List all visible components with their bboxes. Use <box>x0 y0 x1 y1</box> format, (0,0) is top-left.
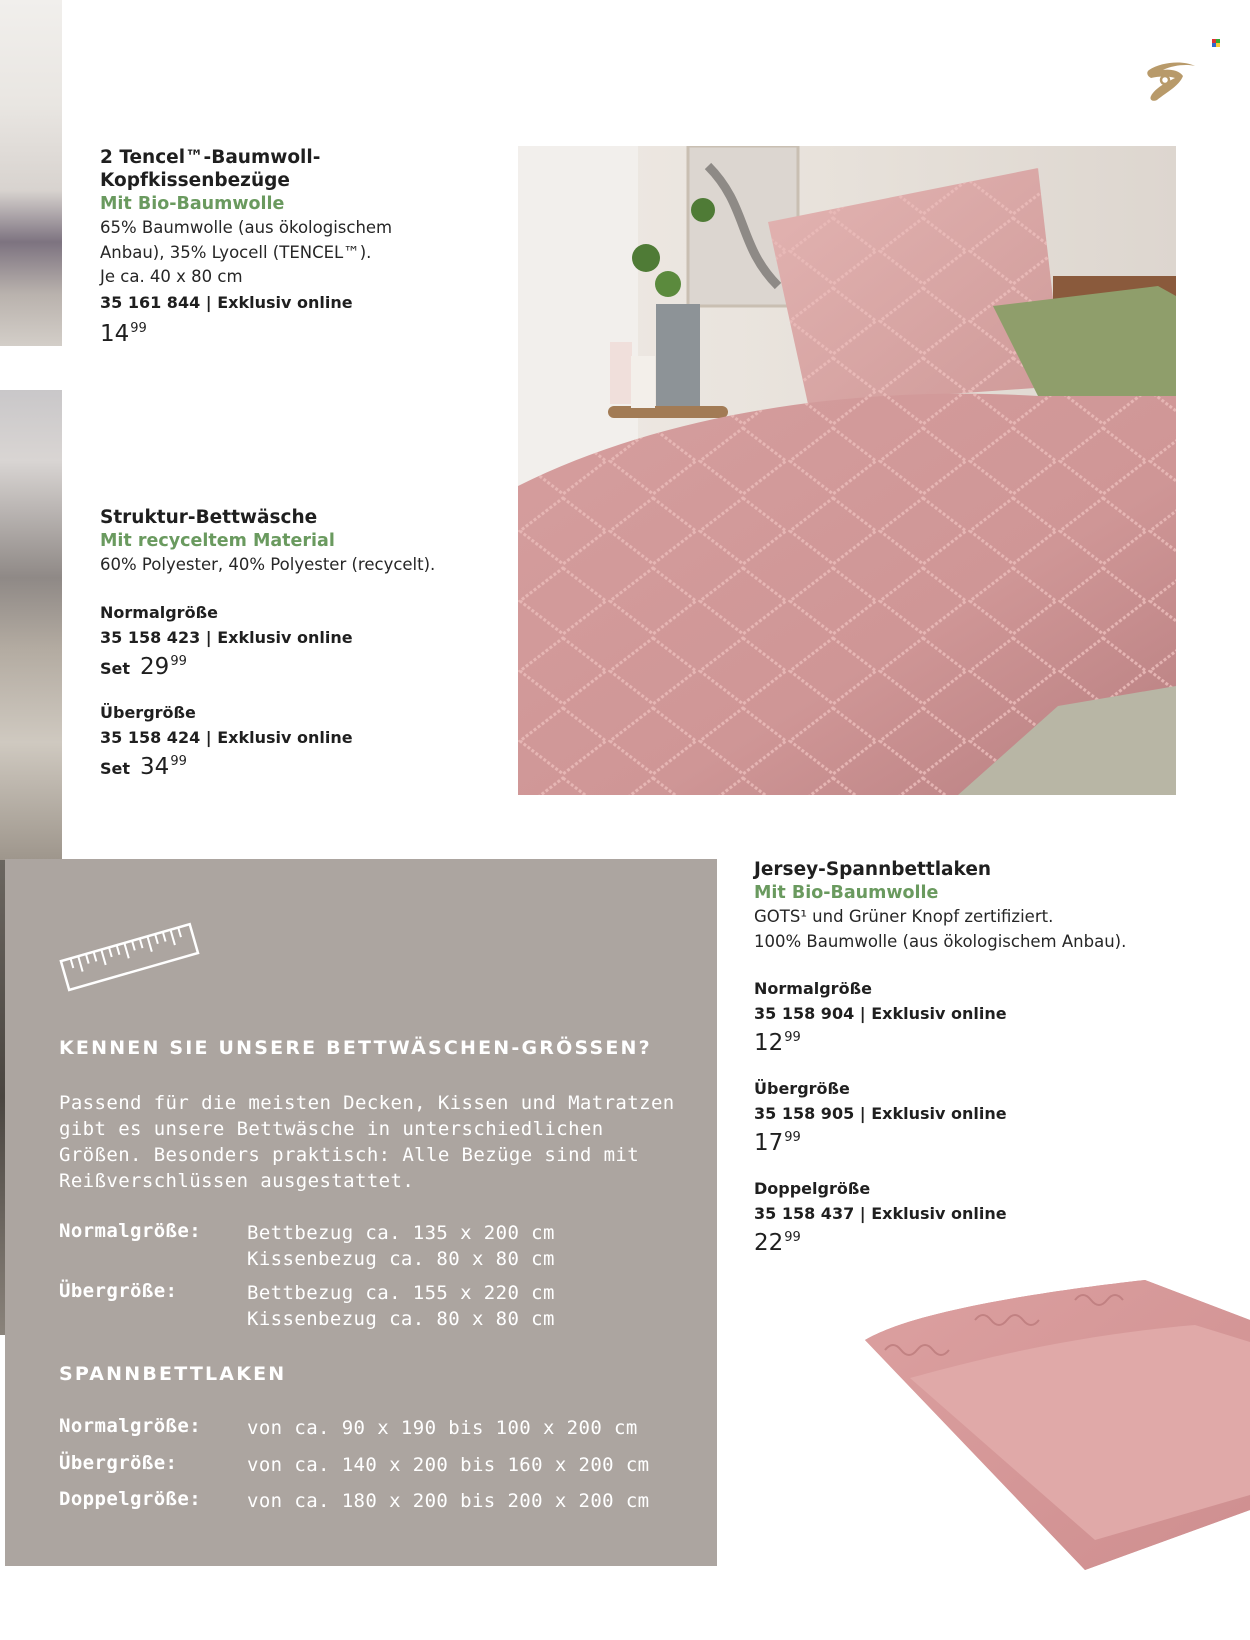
sheet-heading: SPANNBETTLAKEN <box>59 1363 287 1385</box>
product-subtitle: Mit Bio-Baumwolle <box>100 194 285 214</box>
sheet-value-over: von ca. 140 x 200 bis 160 x 200 cm <box>247 1454 650 1476</box>
variant-size: Normalgröße <box>754 979 872 998</box>
price: Set $29^{99}$ <box>100 653 187 680</box>
variant-doppelgroesse <box>754 1176 1126 1256</box>
sheet-value-double: von ca. 180 x 200 bis 200 x 200 cm <box>247 1490 650 1512</box>
article-number: 35 161 844 | Exklusiv online <box>100 292 353 312</box>
product-struktur-bettwaesche <box>100 506 435 780</box>
variant-normalgroesse <box>100 600 435 680</box>
size-values-normal <box>247 1220 555 1272</box>
product-subtitle: Mit recyceltem Material <box>100 531 335 551</box>
size-line: Bettbezug ca. 135 x 200 cm <box>247 1222 555 1244</box>
size-line: Bettbezug ca. 155 x 220 cm <box>247 1282 555 1304</box>
variant-size: Normalgröße <box>100 602 218 622</box>
sheet-value-normal: von ca. 90 x 190 bis 100 x 200 cm <box>247 1417 638 1439</box>
info-text-line: Reißverschlüssen ausgestattet. <box>59 1170 415 1192</box>
size-line: Kissenbezug ca. 80 x 80 cm <box>247 1248 555 1270</box>
sheet-label-over: Übergröße: <box>59 1452 178 1474</box>
tchibo-logo-icon <box>1143 56 1199 106</box>
bedroom-photo-edge-middle <box>0 390 62 860</box>
article-number: 35 158 424 | Exklusiv online <box>100 727 353 747</box>
size-label-normal: Normalgröße: <box>59 1220 202 1242</box>
product-description-line1: GOTS¹ und Grüner Knopf zertifiziert. <box>754 907 1054 926</box>
size-label-over: Übergröße: <box>59 1280 178 1302</box>
product-description-line1: 65% Baumwolle (aus ökologischem <box>100 218 393 237</box>
product-description-line2: Anbau), 35% Lyocell (TENCEL™). <box>100 242 372 262</box>
info-heading: KENNEN SIE UNSERE BETTWÄSCHEN-GRÖSSEN? <box>59 1037 652 1059</box>
variant-uebergroesse <box>754 1076 1126 1156</box>
product-pillowcases <box>100 146 392 347</box>
ruler-icon <box>55 914 205 1008</box>
price: Set $34^{99}$ <box>100 753 187 780</box>
variant-size: Doppelgröße <box>754 1179 871 1198</box>
article-number: 35 158 904 | Exklusiv online <box>754 1004 1007 1023</box>
variant-normalgroesse <box>754 976 1126 1056</box>
sheet-label-double: Doppelgröße: <box>59 1488 202 1510</box>
product-title: Jersey-Spannbettlaken <box>754 859 992 880</box>
info-text-line: gibt es unsere Bettwäsche in unterschiedlichen <box>59 1118 604 1140</box>
price: $12^{99}$ <box>754 1030 801 1056</box>
article-number: 35 158 437 | Exklusiv online <box>754 1204 1007 1223</box>
bedroom-photo-edge-top <box>0 0 62 346</box>
product-description-line2: 100% Baumwolle (aus ökologischem Anbau). <box>754 931 1127 951</box>
price: $22^{99}$ <box>754 1230 801 1256</box>
article-number: 35 158 905 | Exklusiv online <box>754 1104 1007 1123</box>
price: $14^{99}$ <box>100 320 147 347</box>
product-subtitle: Mit Bio-Baumwolle <box>754 883 939 903</box>
product-jersey-spannbettlaken <box>754 858 1126 1256</box>
price: $17^{99}$ <box>754 1130 801 1156</box>
variant-size: Übergröße <box>754 1079 850 1098</box>
info-paragraph <box>59 1090 675 1194</box>
bed-photo <box>518 146 1176 795</box>
sheet-label-normal: Normalgröße: <box>59 1415 202 1437</box>
product-title-line2: Kopfkissenbezüge <box>100 170 290 191</box>
info-text-line: Größen. Besonders praktisch: Alle Bezüge sind mit <box>59 1144 640 1166</box>
size-line: Kissenbezug ca. 80 x 80 cm <box>247 1308 555 1330</box>
variant-size: Übergröße <box>100 702 196 722</box>
size-info-box <box>5 859 717 1566</box>
color-dots-icon <box>1212 32 1220 40</box>
product-title-line1: 2 Tencel™-Baumwoll- <box>100 147 321 168</box>
article-number: 35 158 423 | Exklusiv online <box>100 627 353 647</box>
info-text-line: Passend für die meisten Decken, Kissen und Matratzen <box>59 1092 675 1114</box>
fitted-sheet-photo <box>855 1280 1250 1580</box>
product-title: Struktur-Bettwäsche <box>100 507 318 528</box>
product-size: Je ca. 40 x 80 cm <box>100 267 243 286</box>
variant-uebergroesse <box>100 700 435 780</box>
product-description: 60% Polyester, 40% Polyester (recycelt). <box>100 555 436 574</box>
size-values-over <box>247 1280 555 1332</box>
